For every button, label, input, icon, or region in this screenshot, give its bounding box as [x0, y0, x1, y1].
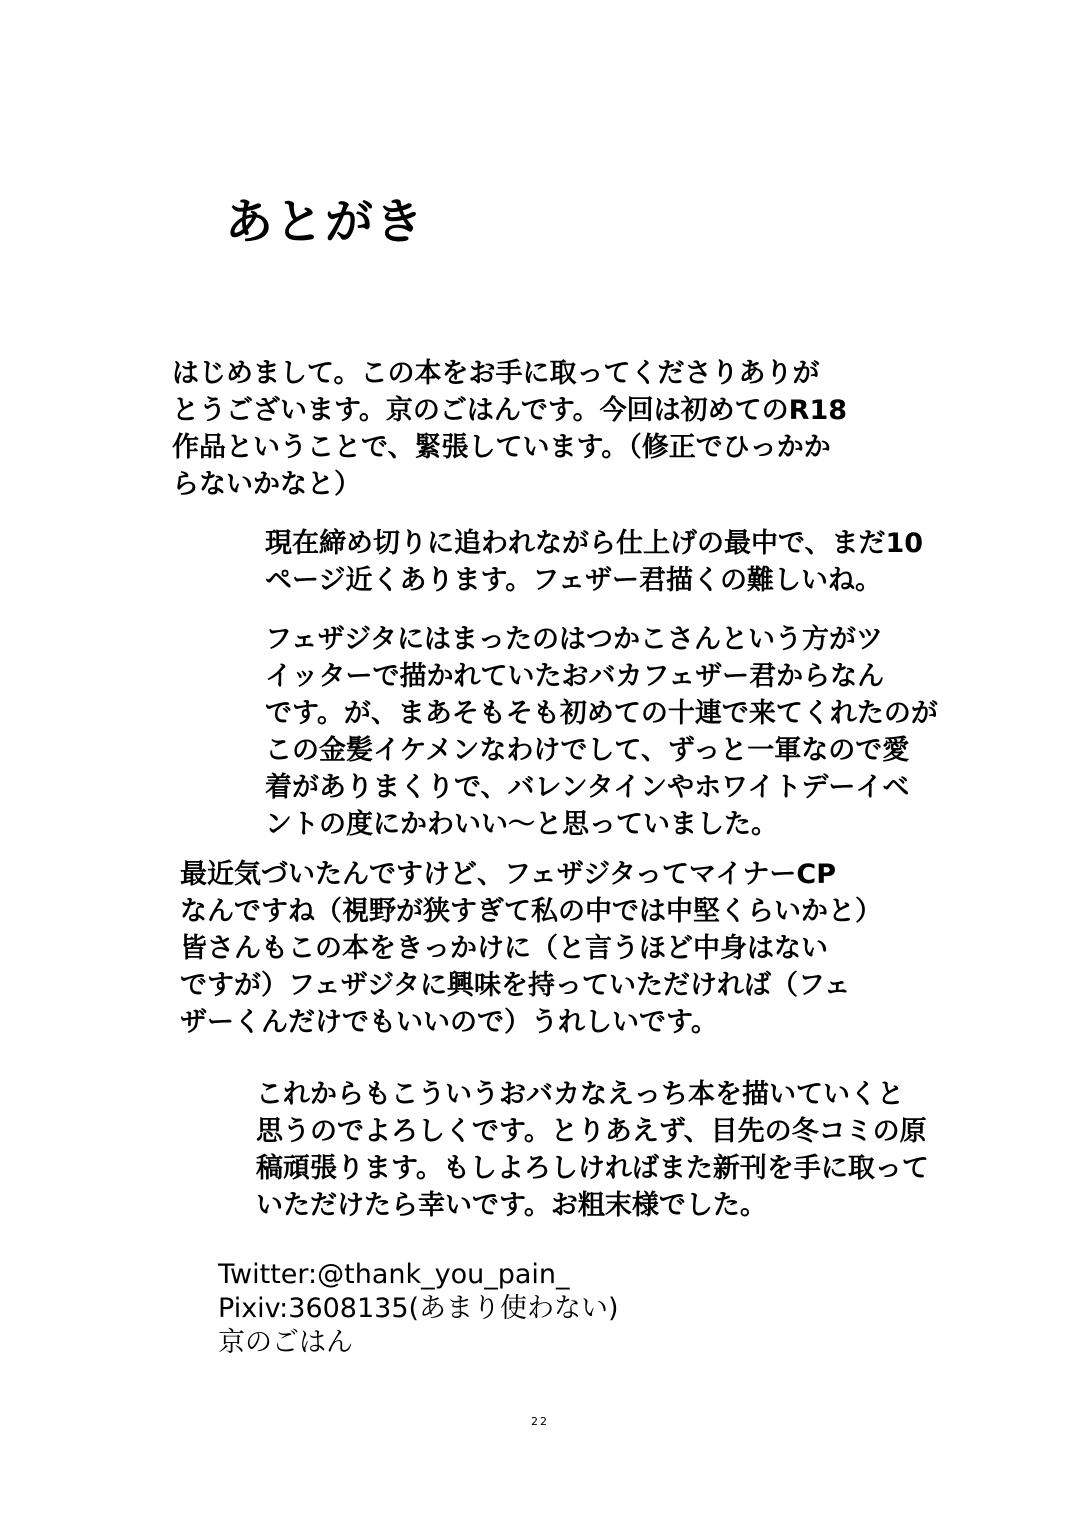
text-line: 作品ということで、緊張しています。（修正でひっかか: [172, 432, 831, 463]
twitter-handle: Twitter:@thank_you_pain_: [218, 1259, 570, 1290]
afterword-paragraph-5: [256, 1076, 929, 1224]
text-line: なんですね（視野が狭すぎて私の中では中堅くらいかと）: [180, 896, 882, 927]
text-line: 着がありまくりで、バレンタインやホワイトデーイベ: [265, 772, 910, 803]
text-line: いただけたら幸いです。お粗末様でした。: [256, 1190, 767, 1221]
text-line: らないかなと）: [172, 469, 361, 500]
afterword-paragraph-3: [265, 621, 938, 843]
author-name: 京のごはん: [218, 1327, 353, 1358]
text-line: ですが）フェザジタに興味を持っていただければ（フェ: [180, 970, 851, 1001]
afterword-paragraph-2: [265, 525, 923, 599]
text-line: フェザジタにはまったのはつかこさんという方がツ: [265, 624, 884, 655]
text-line: これからもこういうおバカなえっち本を描いていくと: [256, 1079, 904, 1110]
text-line: この金髪イケメンなわけでして、ずっと一軍なので愛: [265, 735, 910, 766]
pixiv-id: Pixiv:3608135(あまり使わない): [218, 1293, 619, 1324]
afterword-paragraph-4: [180, 856, 882, 1041]
text-line: はじめまして。この本をお手に取ってくださりありが: [172, 358, 820, 389]
page-title: あとがき: [225, 194, 426, 250]
text-line: ントの度にかわいい～と思っていました。: [265, 809, 778, 840]
text-line: 現在締め切りに追われながら仕上げの最中で、まだ10: [265, 528, 924, 559]
text-line: 皆さんもこの本をきっかけに（と言うほど中身はない: [180, 933, 828, 964]
text-line: イッターで描かれていたおバカフェザー君からなん: [265, 661, 885, 692]
text-line: ザーくんだけでもいいので）うれしいです。: [180, 1007, 718, 1038]
text-line: とうございます。京のごはんです。今回は初めてのR18: [172, 395, 848, 426]
text-line: です。が、まあそもそも初めての十連で来てくれたのが: [265, 698, 938, 729]
text-line: ページ近くあります。フェザー君描くの難しいね。: [265, 565, 882, 596]
afterword-paragraph-1: [172, 355, 847, 503]
text-line: 稿頑張ります。もしよろしければまた新刊を手に取って: [256, 1153, 929, 1184]
author-contact: [218, 1258, 619, 1360]
text-line: 最近気づいたんですけど、フェザジタってマイナーCP: [180, 859, 837, 890]
text-line: 思うのでよろしくです。とりあえず、目先の冬コミの原: [256, 1116, 927, 1147]
page-number: 22: [531, 1415, 549, 1428]
